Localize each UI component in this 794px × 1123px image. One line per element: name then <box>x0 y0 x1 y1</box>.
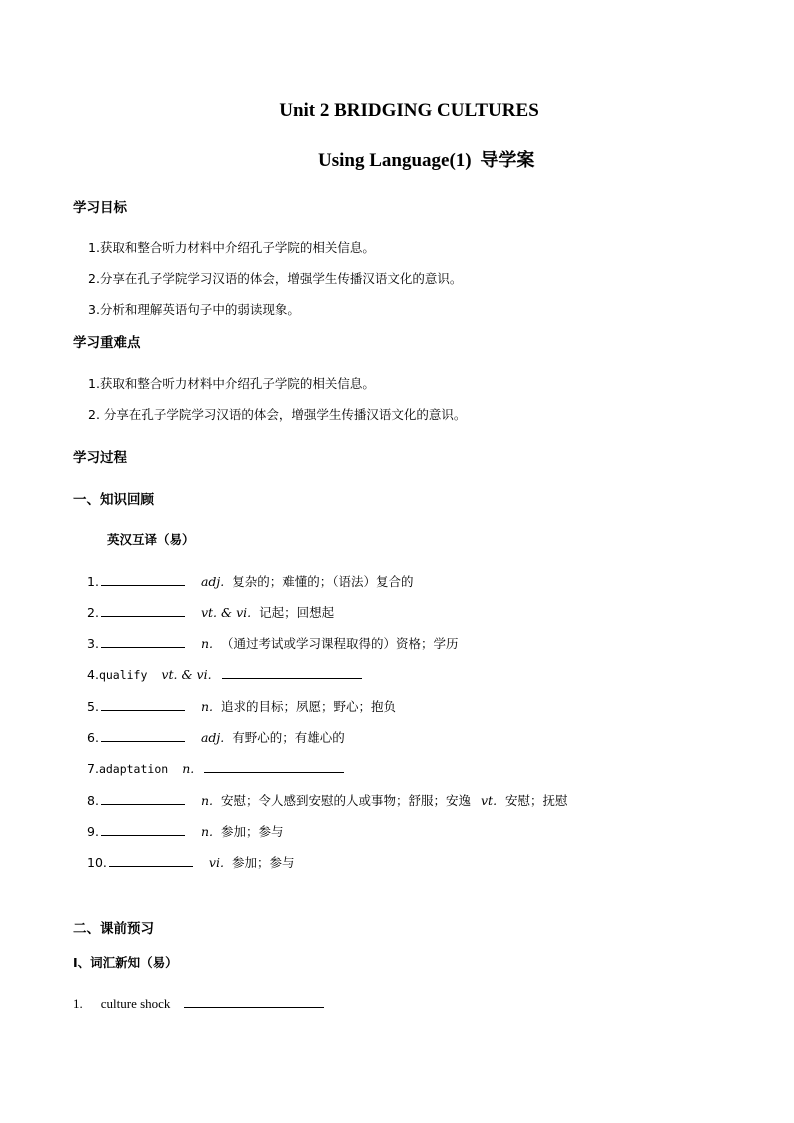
answer-blank[interactable] <box>101 698 185 711</box>
key-points-heading: 学习重难点 <box>73 335 141 351</box>
vocab-number: 1. <box>87 574 99 589</box>
vocab-item <box>73 995 324 1012</box>
vocab-item <box>87 853 294 871</box>
vocab-item <box>87 760 344 776</box>
vocab-number: 9. <box>87 824 99 839</box>
vocab-meaning: 复杂的；难懂的；（语法）复合的 <box>232 574 414 589</box>
answer-blank[interactable] <box>101 604 185 617</box>
vocab-number: 7. <box>87 761 99 776</box>
answer-blank[interactable] <box>222 666 362 679</box>
vocab-meaning: （通过考试或学习课程取得的）资格；学历 <box>220 636 459 651</box>
vocab-number: 6. <box>87 730 99 745</box>
part-of-speech: n. <box>182 761 195 776</box>
part-of-speech: vi. <box>208 855 224 870</box>
answer-blank[interactable] <box>184 995 324 1008</box>
vocab-item <box>87 572 414 590</box>
subtitle-chinese: 导学案 <box>480 150 535 171</box>
objective-item: 2.分享在孔子学院学习汉语的体会，增强学生传播汉语文化的意识。 <box>88 271 463 286</box>
vocab-meaning: 追求的目标；夙愿；野心；抱负 <box>220 699 396 714</box>
vocab-word: culture shock <box>100 996 171 1011</box>
key-point-item: 1.获取和整合听力材料中介绍孔子学院的相关信息。 <box>88 376 375 391</box>
vocab-item <box>87 666 362 682</box>
vocab-item <box>87 603 334 621</box>
subtitle-english: Using Language(1) <box>318 150 472 171</box>
answer-blank[interactable] <box>109 854 193 867</box>
vocab-word: qualify <box>98 668 148 682</box>
part-of-speech: n. <box>200 636 213 651</box>
answer-blank[interactable] <box>101 635 185 648</box>
vocab-number: 5. <box>87 699 99 714</box>
vocab-item <box>87 791 568 809</box>
objectives-heading: 学习目标 <box>73 200 127 216</box>
vocab-meaning: 安慰；令人感到安慰的人或事物；舒服；安逸 <box>220 793 471 808</box>
vocab-number: 2. <box>87 605 99 620</box>
answer-blank[interactable] <box>204 760 344 773</box>
vocab-meaning: 有野心的；有雄心的 <box>232 730 345 745</box>
part-of-speech: adj. <box>200 574 225 589</box>
part2-heading: 二、课前预习 <box>73 921 154 937</box>
part-of-speech: adj. <box>200 730 225 745</box>
part-of-speech: vt. & vi. <box>200 605 252 620</box>
vocab-meaning: 记起；回想起 <box>259 605 335 620</box>
objective-item: 3.分析和理解英语句子中的弱读现象。 <box>88 302 300 317</box>
vocab-meaning: 安慰；抚慰 <box>505 793 568 808</box>
part-of-speech: vt. & vi. <box>161 667 212 682</box>
vocab-meaning: 参加；参与 <box>220 824 284 839</box>
part1-subheading: 英汉互译（易） <box>107 532 195 547</box>
answer-blank[interactable] <box>101 729 185 742</box>
vocab-number: 8. <box>87 793 99 808</box>
vocab-item <box>87 728 345 746</box>
vocab-number: 4. <box>87 667 99 682</box>
objective-item: 1.获取和整合听力材料中介绍孔子学院的相关信息。 <box>88 240 375 255</box>
document-title: Unit 2 BRIDGING CULTURES <box>279 100 539 121</box>
part-of-speech: n. <box>200 824 213 839</box>
process-heading: 学习过程 <box>73 450 127 466</box>
vocab-item <box>87 697 396 715</box>
answer-blank[interactable] <box>101 792 185 805</box>
part-of-speech: n. <box>200 793 213 808</box>
key-point-item: 2. 分享在孔子学院学习汉语的体会，增强学生传播汉语文化的意识。 <box>88 407 467 422</box>
document-subtitle <box>318 146 534 172</box>
vocab-item <box>87 822 283 840</box>
part-of-speech: n. <box>200 699 213 714</box>
answer-blank[interactable] <box>101 573 185 586</box>
vocab-number: 1. <box>73 996 83 1011</box>
vocab-number: 3. <box>87 636 99 651</box>
vocab-item <box>87 634 458 652</box>
vocab-number: 10. <box>87 855 107 870</box>
answer-blank[interactable] <box>101 823 185 836</box>
part-of-speech: vt. <box>480 793 498 808</box>
part2-subheading: I、词汇新知（易） <box>73 955 178 970</box>
part1-heading: 一、知识回顾 <box>73 492 154 508</box>
vocab-meaning: 参加；参与 <box>231 855 295 870</box>
vocab-word: adaptation <box>98 762 169 776</box>
